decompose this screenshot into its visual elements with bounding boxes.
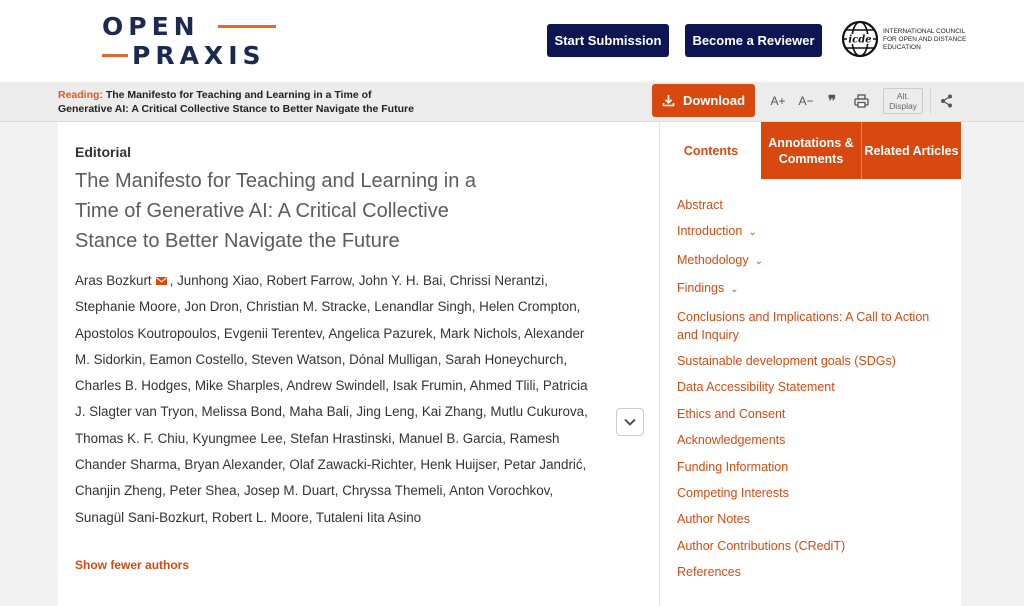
toc-item-label: References — [677, 565, 741, 580]
toc-item[interactable] — [677, 308, 937, 344]
article-type: Editorial — [75, 144, 132, 160]
increase-font-button[interactable]: A+ — [770, 94, 786, 108]
share-button[interactable] — [936, 91, 956, 111]
logo-accent-bar — [102, 54, 128, 57]
cite-button[interactable]: ❞ — [827, 93, 837, 110]
reading-title — [58, 88, 428, 116]
toc-item[interactable] — [677, 196, 937, 214]
alt-display-label-2: Display — [889, 101, 917, 111]
toc-item-label: Sustainable development goals (SDGs) — [677, 353, 896, 368]
share-icon — [940, 94, 953, 108]
toc-item[interactable] — [677, 378, 937, 396]
toc-item-label: Author Contributions (CRediT) — [677, 538, 846, 553]
open-praxis-logo[interactable] — [102, 12, 282, 68]
alt-display-label-1: Alt. — [896, 91, 910, 101]
logo-text-praxis: PRAXIS — [132, 41, 266, 70]
site-header — [0, 0, 1024, 82]
icde-name: INTERNATIONAL COUNCIL FOR OPEN AND DISTANCE EDUCATION — [883, 28, 967, 51]
alt-display-button[interactable] — [883, 88, 923, 114]
collapse-authors-button[interactable] — [616, 408, 644, 436]
toc-item-label: Data Accessibility Statement — [677, 380, 835, 395]
toc-item-label: Findings — [677, 281, 725, 296]
toc-item[interactable] — [677, 563, 937, 581]
toc-item[interactable] — [677, 458, 937, 476]
toc-item[interactable] — [677, 352, 937, 370]
decrease-font-button[interactable]: A− — [798, 94, 814, 108]
main-content — [58, 122, 961, 606]
tab-annotations[interactable]: Annotations & Comments — [761, 122, 861, 179]
icde-abbr: icde — [848, 34, 872, 46]
toc-item-label: Conclusions and Implications: A Call to Action and Inquiry — [677, 309, 930, 342]
author-link[interactable]: Aras Bozkurt — [75, 273, 152, 288]
toc-item-label: Ethics and Consent — [677, 406, 786, 421]
toc-item-label: Competing Interests — [677, 485, 789, 500]
download-icon — [662, 94, 675, 107]
toolbar-divider — [930, 88, 931, 114]
chevron-down-icon[interactable]: ⌄ — [754, 255, 763, 267]
logo-accent-bar — [218, 25, 276, 28]
article-sidebar — [661, 122, 961, 606]
toc-item-label: Author Notes — [677, 512, 750, 527]
toc-item-label: Abstract — [677, 198, 723, 212]
tab-contents[interactable]: Contents — [661, 122, 761, 179]
toc-item[interactable] — [677, 431, 937, 449]
mail-icon[interactable] — [156, 277, 167, 285]
chevron-down-icon — [624, 418, 636, 426]
printer-icon — [854, 94, 869, 108]
start-submission-button[interactable]: Start Submission — [547, 24, 669, 57]
reading-bar — [0, 82, 1024, 122]
show-fewer-authors-link[interactable]: Show fewer authors — [75, 558, 190, 572]
chevron-down-icon[interactable]: ⌄ — [730, 284, 739, 296]
toc-item[interactable] — [677, 222, 937, 242]
toc-item[interactable] — [677, 510, 937, 528]
reading-article-title: The Manifesto for Teaching and Learning in a Time of Generative AI: A Critical Collective Stance to Better Navigate the Future — [58, 89, 414, 115]
chevron-down-icon[interactable]: ⌄ — [748, 227, 757, 239]
globe-icon — [841, 20, 879, 58]
article-title: The Manifesto for Teaching and Learning in a Time of Generative AI: A Critical Collective Stance to Better Navigate the Future — [75, 170, 477, 252]
logo-text-open: OPEN — [102, 12, 200, 41]
reading-label: Reading: — [58, 89, 103, 101]
download-button[interactable] — [652, 84, 755, 117]
download-label: Download — [682, 93, 746, 108]
toc-item-label: Methodology — [677, 252, 749, 267]
toc-item[interactable] — [677, 405, 937, 423]
tab-related-articles[interactable]: Related Articles — [861, 122, 961, 179]
icde-logo[interactable] — [841, 20, 971, 60]
article-panel — [58, 122, 660, 606]
toc-item-label: Acknowledgements — [677, 433, 786, 448]
toc-item-label: Introduction — [677, 224, 743, 239]
toc-item-label: Funding Information — [677, 459, 789, 474]
print-button[interactable] — [850, 91, 872, 111]
toc-item[interactable] — [677, 251, 937, 271]
toc-item[interactable] — [677, 537, 937, 555]
become-reviewer-button[interactable]: Become a Reviewer — [685, 24, 822, 57]
author-names[interactable]: , Junhong Xiao, Robert Farrow, John Y. H. Bai, Chrissi Nerantzi, Stephanie Moore, Jon Dron, Christian M. Stracke, Lenandlar Singh, Helen Crompton, Apostolos Koutropoulos, Evgenii Terentev, Angelica Pazurek, Mark Nichols, Alexander M. Sidorkin, Eamon Costello, Steven Watson, Dónal Mulligan, Sarah Honeychurch, Charles B. Hodges, Mike Sharples, Andrew Swindell, Isak Frumin, Ahmed Tlili, Patricia J. Slagter van Tryon, Melissa Bond, Maha Bali, Jing Leng, Kai Zhang, Mutlu Cukurova, Thomas K. F. Chiu, Kyungmee Lee, Stefan Hrastinski, Manuel B. Garcia, Ramesh Chander Sharma, Bryan Alexander, Olaf Zawacki-Richter, Henk Huijser, Petar Jandrić, Chanjin Zheng, Peter Shea, Josep M. Duart, Chryssa Themeli, Anton Vorochkov, Sunagül Sani-Bozkurt, Robert L. Moore, Tutaleni Iita Asino — [75, 273, 588, 525]
author-list — [75, 268, 595, 531]
table-of-contents — [677, 196, 937, 589]
toc-item[interactable] — [677, 484, 937, 502]
toc-item[interactable] — [677, 279, 937, 299]
